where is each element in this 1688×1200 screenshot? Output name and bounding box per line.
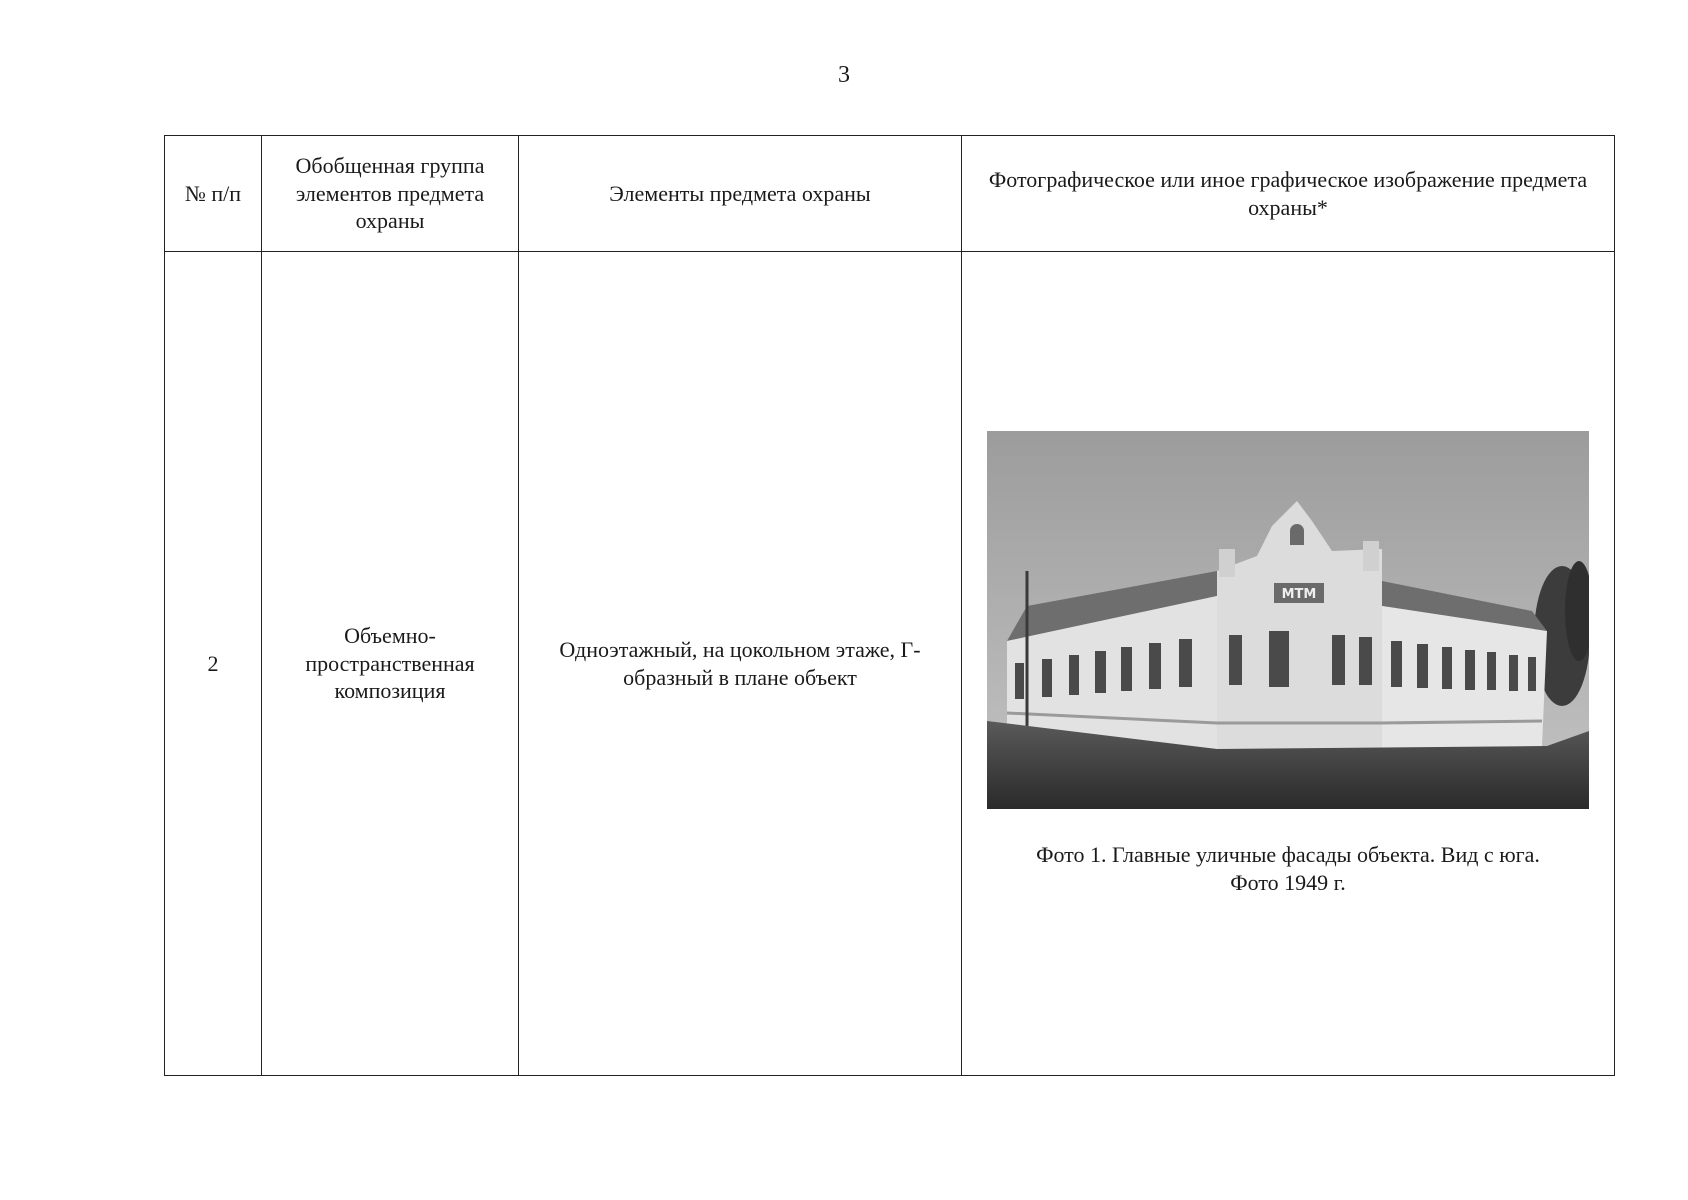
header-number: № п/п xyxy=(165,136,262,252)
header-image: Фотографическое или иное графическое изображение предмета охраны* xyxy=(962,136,1615,252)
table-row xyxy=(165,252,1615,1076)
row-image-cell xyxy=(962,252,1615,1076)
photo-sign-text: МТМ xyxy=(1281,587,1317,602)
photo-caption-line2: Фото 1949 г. xyxy=(1230,869,1346,895)
building-photo xyxy=(987,431,1589,809)
table-header-row xyxy=(165,136,1615,252)
header-protected-elements: Элементы предмета охраны xyxy=(519,136,962,252)
protection-subject-table xyxy=(164,135,1615,1076)
photo-wall-right xyxy=(1382,606,1547,749)
header-element-group: Обобщенная группа элементов предмета охраны xyxy=(262,136,519,252)
row-number: 2 xyxy=(165,252,262,1076)
row-element-group: Объемно-пространственная композиция xyxy=(262,252,519,1076)
page-number: 3 xyxy=(838,62,850,88)
photo-caption-line1: Фото 1. Главные уличные фасады объекта. Вид с юга. xyxy=(1036,842,1540,867)
row-protected-elements: Одноэтажный, на цокольном этаже, Г-образный в плане объект xyxy=(519,252,962,1076)
photo-caption xyxy=(972,841,1604,896)
